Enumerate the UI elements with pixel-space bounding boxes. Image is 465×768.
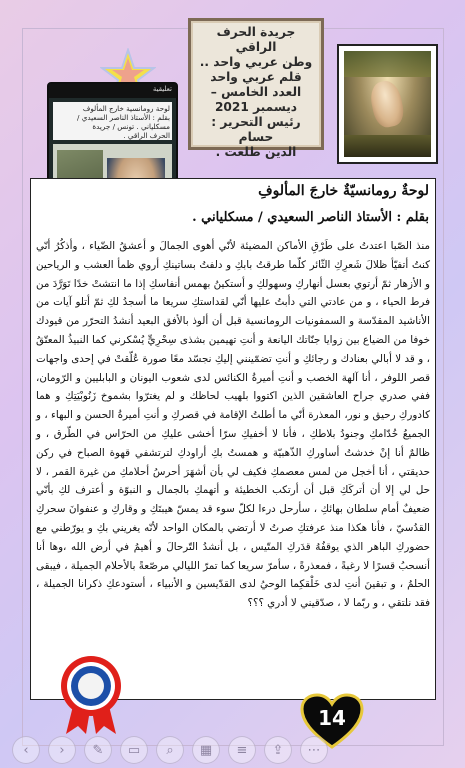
article-box <box>30 178 436 700</box>
phone-post-line: الحرف الراقي . <box>123 131 170 140</box>
eraser-icon[interactable]: ▭ <box>120 736 148 764</box>
phone-post-line: بقلم : الأستاذ الناصر السعيدي / <box>77 113 170 122</box>
painting-image <box>344 51 431 157</box>
phone-status: تعليقية <box>152 85 172 93</box>
masthead-box <box>188 18 324 159</box>
article-title: لوحةٌ رومانسيّةٌ خارجَ المألوفِ <box>258 183 429 199</box>
list-icon[interactable]: ≡ <box>228 736 256 764</box>
phone-post-line: لوحة رومانسية خارج المألوف <box>82 104 170 113</box>
page-number: 14 <box>318 706 346 730</box>
share-icon[interactable]: ⇪ <box>264 736 292 764</box>
more-icon[interactable]: ⋯ <box>300 736 328 764</box>
next-icon[interactable]: › <box>48 736 76 764</box>
zoom-icon[interactable]: ⌕ <box>156 736 184 764</box>
grid-icon[interactable]: ▦ <box>192 736 220 764</box>
masthead-line: ديسمبر 2021 <box>214 100 298 114</box>
rosette-badge-icon <box>56 654 126 736</box>
masthead-line: العدد الخامس – <box>210 85 302 99</box>
masthead-line: رئيس التحرير : حسام <box>211 115 301 144</box>
article-byline: بقلم : الأستاذ الناصر السعيدي / مسكلياني . <box>192 210 429 225</box>
prev-icon[interactable]: ‹ <box>12 736 40 764</box>
pen-icon[interactable]: ✎ <box>84 736 112 764</box>
masthead-line: جريدة الحرف الراقي <box>216 25 296 54</box>
reader-toolbar <box>0 732 465 768</box>
masthead-line: وطن عربي واحد .. <box>199 55 313 69</box>
romantic-painting <box>337 44 438 164</box>
phone-post-text <box>53 102 172 140</box>
masthead-line: الدين طلعت . <box>215 145 297 159</box>
phone-post-line: مسكلياني . تونس / جريدة <box>92 122 170 131</box>
masthead-line: قلم عربي واحد <box>210 70 302 84</box>
article-body: منذ الصّبا اعتدتُ على طَرْقِ الأماكن المضيئة لأنّي أهوى الجمالَ و أعشقُ الضّياء ، وأذكُرُ أنّي كنتُ أتفيّأ ظلالَ شَعرِكِ الثّائر كلّما طرقتُ بابكِ و دلفتُ بساتينكِ أروي ظمأ العشب و الرياحين و الأزهار ثمّ أرتوي بعسل أنهاركِ وسهولكِ و أستكينُ بهمس أنفاسكِ إذا ما انتشتْ خدًا تَوَرَّدَ من فرط الحياء ، و من عادتي التي دأبتُ عليها أنّي لقداستكِ سريعا ما أسجدُ لكِ ثمّ أتلو آيات من الأناشيد المقدّسة و السمفونيات الرومانسية قبل أن ألوذ بالأفق البعيد أنشدُ التحرّر من قيودك خوفا من الضياع بين زوايا جنّاتك اليانعة و أنتِ تهيمين بشذى سِحْرِيٍّ يُسْكرني كما النبيذُ المعتّقُ ، و قد لا أبالي بعنادك و رجائكِ و أنتِ تضمّينني إليكِ نجسّد معًا صورة عُلّقتْ في إحدى واجهات قصر اللوفر ، أنا آلهة الخصب و أنتِ أميرةُ الكنائس لدى شعوب اليونان و البابليين و الرّومان، ففي صدري جراح العاشقين الذين اكتووا بلهيب لحاظك و لم يغترّوا بشموخ زَنُوبْيَتِكِ و هما كادوركِ رحيق و نور، المعذرة أنّي ما أطلتُ الإقامة في قصركِ و أنتِ أميرةُ الحسن و البهاء ، و الجميعُ خُدّامكِ وجنودُ بلاطكِ ، فأنا لا أخفيكِ سرّا أخشى عليكِ من الحرّاس في الطّرق ، و ظالمٌ أنا إنْ خدشتُ أساوركِ الذّهبيّة و همستُ بكِ أراودكِ لترتشفي قهوة الصباح في ركن حديقتي ، أنا أخجل من لمس معصمكِ فكيف لي بأن أشهَرَ أحرسُ أحلامكِ من غيرة القمر ، لا حل لي إلا أن أتركَكِ قبل أن أرتكب الخطيئة و أتهمكِ بالجمال و النبوّة و أعترف لكِ بأنّي ضعيفٌ أمام سلطان بهائكِ ، سأرحل درءا لكلّ سوء قد يمسّ هيبتَكِ و وقاركِ و عنفوانَ سحركِ القدُسيّ ، فأنا هكذا منذ عرفتكِ صرتُ لا أرتضي بالمكان الواحد لأنّه يغريني بكِ و يورّطني مع حضوركِ الباهر الذي يوقفُهُ قدَركِ المتّيس ، بل أنشدُ التّرحالَ و أهيمُ في أرض الله ،وها أنا أنسحبُ قسرًا لا رغبةً ، فمعذرةً ، سأمرّ سريعا كما تمرّ الليالي مرصّعةً بالأحلام الجميلة ، فيبقى الحلمُ ، و تبقينَ أنتِ لدى خَلْقكِما الوحيُ لدى القدّيسين و الأنبياء ، أستودعكِ ذكرانا الجميلة ، فقد نلتقي ، و ربّما لا ، صدّقيني لا أدري ؟؟؟ <box>36 240 430 610</box>
